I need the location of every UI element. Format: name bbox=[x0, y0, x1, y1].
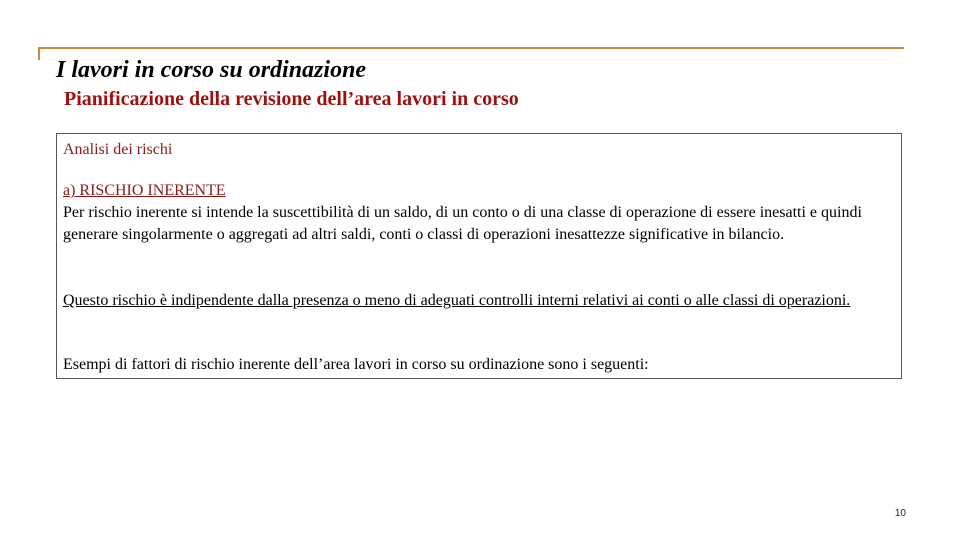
risk-definition: Per rischio inerente si intende la suscettibilità di un saldo, di un conto o di una classe di operazione di essere inesatti e quindi generare singolarmente o aggregati ad altri saldi, conti o classi di operazioni inesattezze significative in bilancio. bbox=[63, 204, 862, 243]
independence-note-tail: . bbox=[846, 292, 851, 309]
content-box bbox=[56, 133, 902, 379]
risk-heading: a) RISCHIO INERENTE bbox=[63, 182, 226, 199]
section-heading: Analisi dei rischi bbox=[63, 141, 173, 158]
independence-note bbox=[63, 290, 883, 312]
slide-subtitle: Pianificazione della revisione dell’area lavori in corso bbox=[64, 88, 519, 110]
page-number: 10 bbox=[894, 508, 906, 519]
independence-note-text: Questo rischio è indipendente dalla presenza o meno di adeguati controlli interni relativi ai conti o alle classi di operazioni bbox=[63, 292, 847, 309]
title-accent-line bbox=[38, 47, 904, 49]
title-accent-tick bbox=[38, 47, 40, 60]
slide-title: I lavori in corso su ordinazione bbox=[56, 57, 367, 83]
examples-intro: Esempi di fattori di rischio inerente dell’area lavori in corso su ordinazione sono i seguenti: bbox=[63, 356, 649, 373]
